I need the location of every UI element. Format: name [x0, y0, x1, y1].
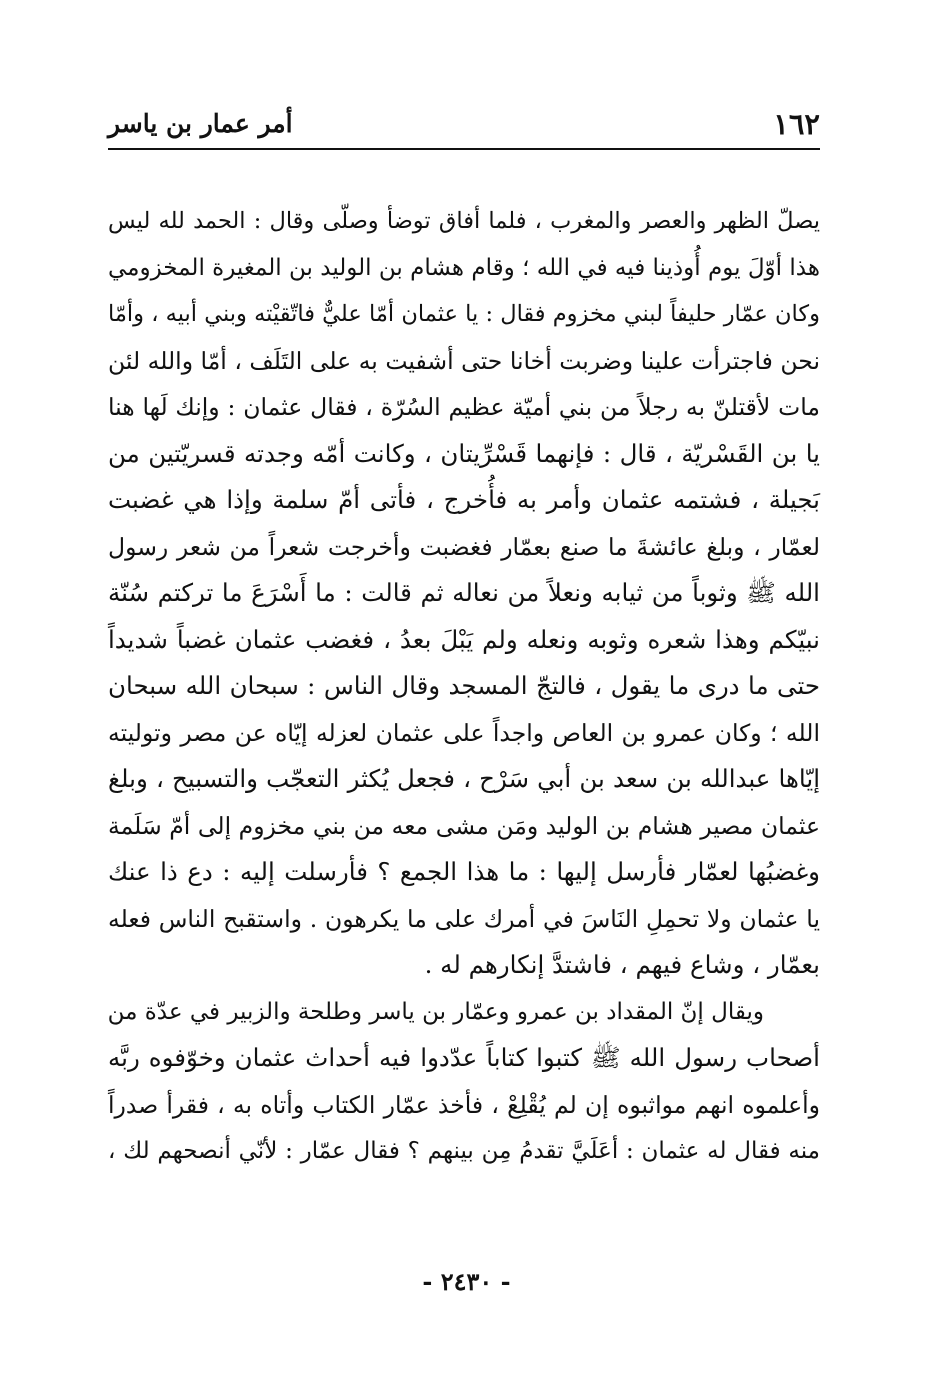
- text-line: يا بن القَسْريّة ، قال : فإنهما قَسْرِّيتان ، وكانت أمّه وجدته قسريّتين من: [108, 438, 820, 468]
- text-line: نبيّكم وهذا شعره وثوبه ونعله ولم يَبْلَ بعدُ ، فغضب عثمان غضباً شديداً: [108, 624, 820, 654]
- text-line: هذا أوّلَ يوم أُوذينا فيه في الله ؛ وقام هشام بن الوليد بن المغيرة المخزومي: [108, 254, 820, 281]
- paragraph-end-line: بعمّار ، وشاع فيهم ، فاشتدَّ إنكارهم له .: [424, 950, 820, 979]
- text-line: منه فقال له عثمان : أعَلَيَّ تقدمُ مِن بينهم ؟ فقال عمّار : لأنّي أنصحهم لك ،: [108, 1138, 820, 1164]
- paragraph-start-line: ويقال إنّ المقداد بن عمرو وعمّار بن ياسر وطلحة والزبير في عدّة من: [107, 998, 764, 1025]
- text-line: الله ﷺ وثوباً من ثيابه ونعلاً من نعاله ثم قالت : ما أَسْرَعَ ما تركتم سُنّة: [108, 578, 820, 607]
- text-line: مات لأقتلنّ به رجلاً من بني أميّة عظيم السُرّة ، فقال عثمان : وإنك لَها هنا: [108, 393, 820, 421]
- body-text: [108, 198, 820, 1175]
- text-line: لعمّار ، وبلغ عائشةَ ما صنع بعمّار فغضبت وأخرجت شعراً من شعر رسول: [108, 532, 820, 561]
- page-number: ١٦٢: [773, 107, 820, 141]
- text-line: وأعلموه انهم مواثبوه إن لم يُقْلِعْ ، فأخذ عمّار الكتاب وأتاه به ، فقرأ صدراً: [108, 1090, 820, 1119]
- text-line: يا عثمان ولا تحمِلِ النَاسَ في أمرك على ما يكرهون . واستقبح الناس فعله: [108, 904, 820, 933]
- text-line: عثمان مصير هشام بن الوليد ومَن مشى معه من بني مخزوم إلى أمّ سَلَمة: [108, 811, 820, 840]
- text-line: بَجيلة ، فشتمه عثمان وأمر به فأُخرج ، فأتى أمّ سلمة وإذا هي غضبت: [108, 485, 820, 514]
- text-line: نحن فاجترأت علينا وضربت أخانا حتى أشفيت به على التَلَف ، أمّا والله لئن: [108, 346, 820, 375]
- page-header: [108, 104, 820, 144]
- text-line: الله ؛ وكان عمرو بن العاص واجداً على عثمان لعزله إيّاه عن مصر وتوليته: [108, 718, 820, 747]
- text-line: حتى ما درى ما يقول ، فالتجّ المسجد وقال الناس : سبحان الله سبحان: [108, 671, 820, 700]
- text-line: يصلّ الظهر والعصر والمغرب ، فلما أفاق توضأ وصلّى وقال : الحمد لله ليس: [108, 208, 820, 234]
- header-rule: [108, 148, 820, 150]
- running-title: أمر عمار بن ياسر: [108, 109, 293, 138]
- text-line: أصحاب رسول الله ﷺ كتبوا كتاباً عدّدوا فيه أحداث عثمان وخوّفوه ربَّه: [108, 1043, 820, 1072]
- folio-number: - ٢٤٣٠ -: [422, 1267, 511, 1296]
- text-line: وكان عمّار حليفاً لبني مخزوم فقال : يا عثمان أمّا عليٌّ فاتّقيْته وبني أبيه ، وأمّا: [108, 301, 820, 327]
- text-line: إيّاها عبدالله بن سعد بن أبي سَرْح ، فجعل يُكثر التعجّب والتسبيح ، وبلغ: [108, 764, 820, 793]
- text-line: وغضبُها لعمّار فأرسل إليها : ما هذا الجمع ؟ فأرسلت إليه : دع ذا عنك: [108, 857, 820, 886]
